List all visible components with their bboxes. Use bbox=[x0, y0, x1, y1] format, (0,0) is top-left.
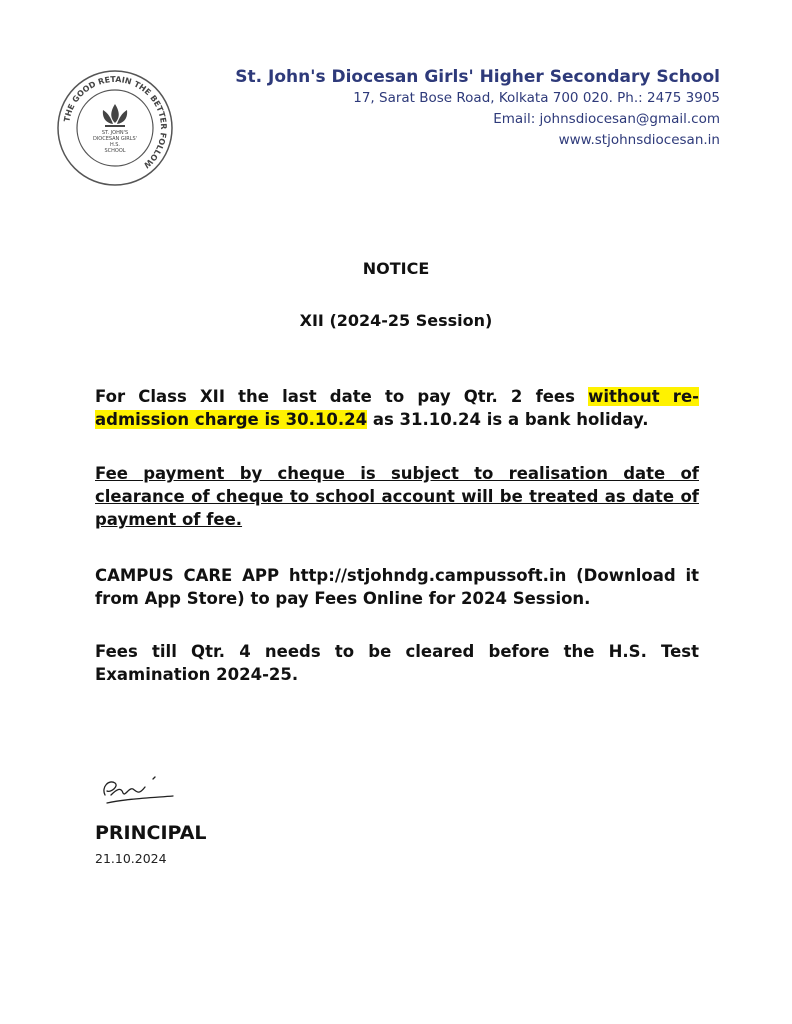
principal-signature bbox=[95, 765, 185, 813]
seal-inner-line-3: H.S. bbox=[109, 142, 121, 148]
school-name: St. John's Diocesan Girls' Higher Secondary School bbox=[235, 67, 720, 87]
school-website: www.stjohnsdiocesan.in bbox=[558, 132, 720, 148]
paragraph-cheque-payment: Fee payment by cheque is subject to realisation date of clearance of cheque to school account will be treated as date of payment of fee. bbox=[95, 464, 699, 529]
school-email: Email: johnsdiocesan@gmail.com bbox=[493, 111, 720, 127]
paragraph-last-date-after: as 31.10.24 is a bank holiday. bbox=[367, 410, 649, 429]
notice-title: NOTICE bbox=[362, 259, 430, 278]
paragraph-fees-clearance: Fees till Qtr. 4 needs to be cleared before the H.S. Test Examination 2024-25. bbox=[95, 642, 699, 684]
highlighted-deadline: without re-admission charge is 30.10.24 bbox=[95, 387, 699, 429]
seal-inner-line-1: ST. JOHN'S bbox=[101, 130, 129, 136]
school-seal-logo bbox=[55, 68, 175, 188]
signature-date: 21.10.2024 bbox=[95, 851, 167, 866]
signatory-title: PRINCIPAL bbox=[95, 822, 207, 844]
seal-ring-text: THE GOOD RETAIN THE BETTER FOLLOW bbox=[62, 74, 169, 170]
letterhead bbox=[235, 66, 720, 151]
paragraph-last-date bbox=[95, 385, 699, 431]
seal-inner-line-4: SCHOOL bbox=[104, 148, 126, 154]
school-address: 17, Sarat Bose Road, Kolkata 700 020. Ph.: 2475 3905 bbox=[353, 90, 720, 106]
seal-inner-line-2: DIOCESAN GIRLS' bbox=[92, 136, 138, 142]
session-title: XII (2024-25 Session) bbox=[299, 311, 493, 330]
paragraph-last-date-before: For Class XII the last date to pay Qtr. 2 fees bbox=[95, 387, 589, 406]
paragraph-campus-care-app: CAMPUS CARE APP http://stjohndg.campussoft.in (Download it from App Store) to pay Fees Online for 2024 Session. bbox=[95, 566, 699, 608]
